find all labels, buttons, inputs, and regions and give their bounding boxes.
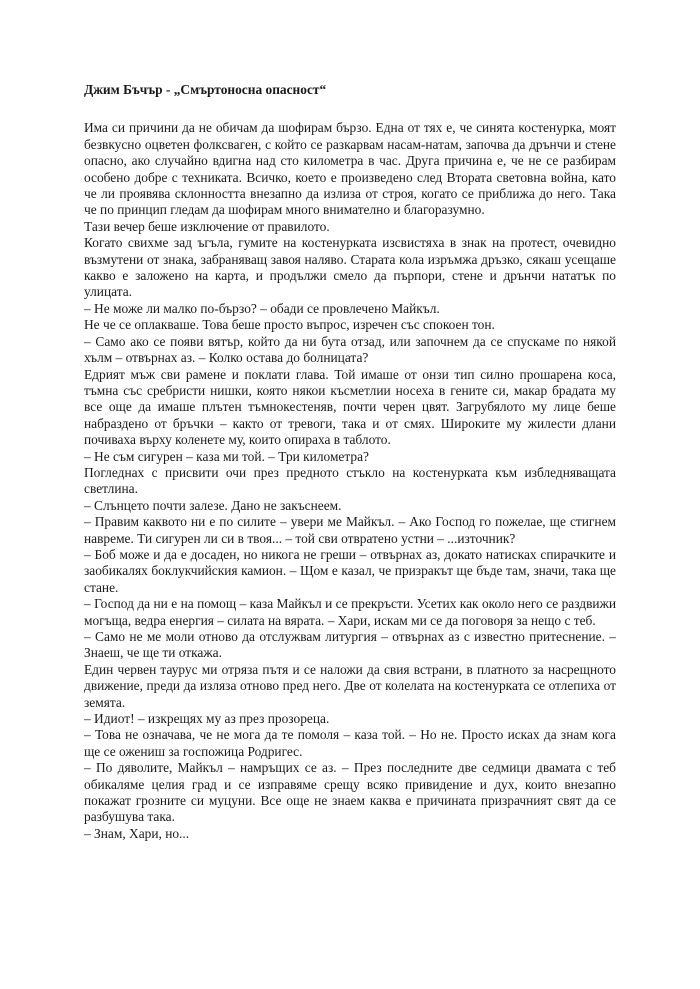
- paragraph: – Слънцето почти залезе. Дано не закъснеем.: [84, 497, 342, 513]
- paragraph: – Идиот! – изкрещях му аз през прозореца.: [84, 711, 330, 727]
- document-title: Джим Бъчър - „Смъртоносна опасност“: [84, 82, 327, 97]
- paragraph: Когато свихме зад ъгъла, гумите на костенурката изсвистяха в знак на протест, очевидно възмутени от знака, забраняващ завоя наляво. Старата кола изръмжа дръзко, сякаш усещаше какво е заложено на карта, и продължи смело да пърпори, стене и дрънчи нататък по улицата.: [84, 235, 616, 300]
- paragraph: – Господ да ни е на помощ – каза Майкъл и се прекръсти. Усетих как около него се раздвижи могъща, ведра енергия – силата на вярата. – Хари, искам ми се да поговоря за нещо с теб.: [84, 596, 616, 628]
- document-body: [84, 82, 616, 842]
- paragraph: Има си причини да не обичам да шофирам бързо. Една от тях е, че синята костенурка, моят безвкусно оцветен фолксваген, с който се разкарвам насам-натам, започва да дрънчи и стене опасно, ако случайно вдигна над сто километра в час. Друга причина е, че не се разбирам особено добре с техниката. Всичко, което е произведено след Втората световна война, като че ли проявява склонността внезапно да излиза от строя, когато се приближа до него. Така че по принцип гледам да шофирам много внимателно и благоразумно.: [84, 120, 616, 218]
- paragraph: Един червен таурус ми отряза пътя и се наложи да свия встрани, в платното за насрещното движение, преди да изляза отново пред него. Две от колелата на костенурката се отлепиха от земята.: [84, 661, 616, 710]
- paragraph: – Правим каквото ни е по силите – увери ме Майкъл. – Ако Господ го пожелае, ще стигнем навреме. Ти сигурен ли си в твоя... – той сви отвратено устни – ...източник?: [84, 514, 616, 546]
- paragraph: – Само не ме моли отново да отслужвам литургия – отвърнах аз с известно притеснение. – Знаеш, че ще ти откажа.: [84, 629, 616, 661]
- paragraph: – Не съм сигурен – каза ми той. – Три километра?: [84, 448, 369, 464]
- paragraph: – Боб може и да е досаден, но никога не греши – отвърнах аз, докато натисках спирачките и заобикалях боклукчийския камион. – Щом е казал, че призракът ще бъде там, значи, така ще стане.: [84, 546, 616, 595]
- paragraph: Едрият мъж сви рамене и поклати глава. Той имаше от онзи тип силно прошарена коса, тъмна със сребристи нишки, която някои късметлии носеха в гените си, макар брадата му все още да имаше плътен тъмнокестеняв, почти черен цвят. Загрубялото му лице беше набраздено от бръчки – както от тревоги, така и от смях. Широките му жилести длани почиваха върху коленете му, които опираха в таблото.: [84, 366, 616, 448]
- paragraph: Не че се оплакваше. Това беше просто въпрос, изречен със спокоен тон.: [84, 317, 495, 333]
- paragraph: – Знам, Хари, но...: [84, 825, 190, 841]
- paragraph: – По дяволите, Майкъл – намръщих се аз. – През последните две седмици двамата с теб обикаляме целия град и се изправяме срещу всяко привидение и дух, които внезапно покажат грозните си муцуни. Все още не знаем каква е причината призрачният свят да се разбушува така.: [84, 760, 616, 825]
- paragraph: – Това не означава, че не мога да те помоля – каза той. – Но не. Просто исках да знам кога ще се ожениш за госпожица Родригес.: [84, 727, 616, 759]
- paragraph: Погледнах с присвити очи през предното стъкло на костенурката към избледняващата светлина.: [84, 464, 616, 497]
- paragraph: – Не може ли малко по-бързо? – обади се провлечено Майкъл.: [84, 300, 440, 316]
- paragraph: – Само ако се появи вятър, който да ни бута отзад, или започнем да се спускаме по някой хълм – отвърнах аз. – Колко остава до болницата?: [84, 333, 616, 366]
- paragraph: Тази вечер беше изключение от правилото.: [84, 218, 330, 234]
